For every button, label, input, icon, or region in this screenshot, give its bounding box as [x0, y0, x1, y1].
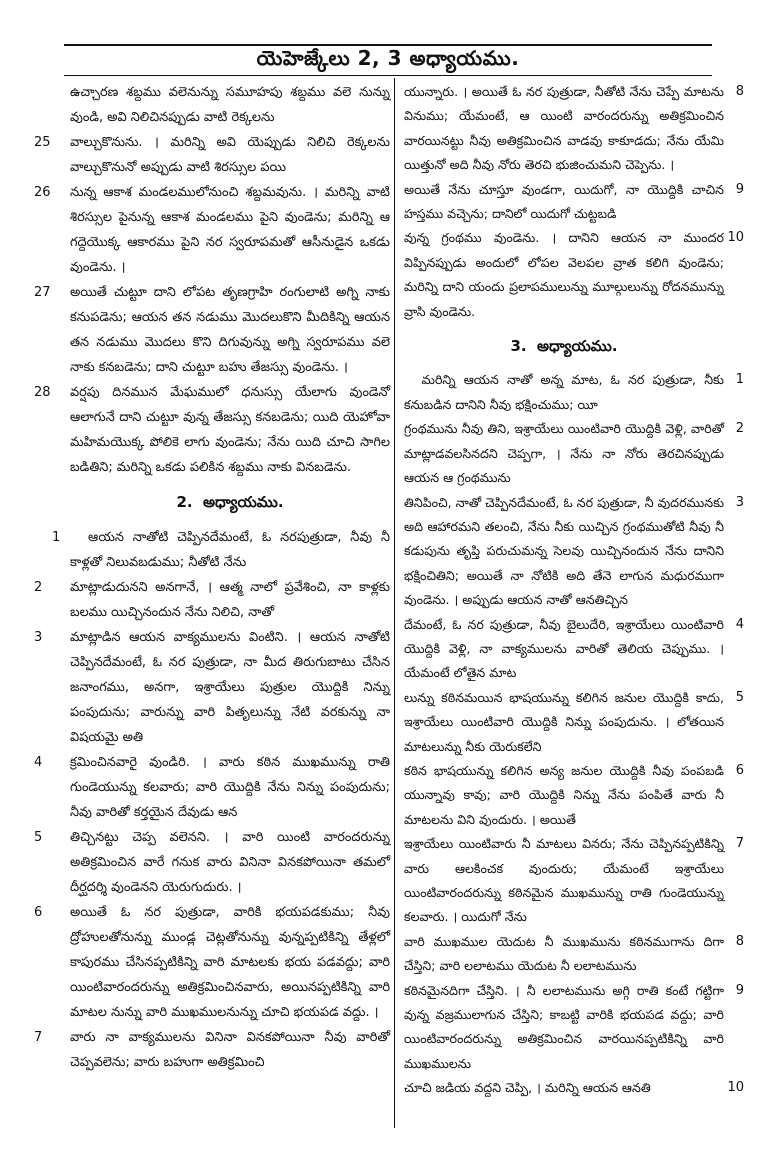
verse-text: కఠినమైనదిగా చేస్తిని. । నీ లలాటమును అగ్గి రాతి కంటే గట్టిగా వున్న వజ్రములాగున చేస్తిని; కాబట్టి వారికి భయపడ వద్దు; వారి యింటివారందరున్ను అతిక్రమించిన వారయినప్పటికిన్ని వారి ముఖములను: [404, 982, 724, 1071]
verse-number: 5: [735, 689, 744, 705]
verse-paragraph: [34, 130, 390, 180]
verse-number: 4: [735, 616, 744, 632]
chapter-number: 2.: [176, 493, 193, 511]
left-column: [34, 80, 390, 1075]
verse-text: వాల్చుకొనును. । మరిన్ని అవి యెప్పుడు నిలిచి రెక్కలను వాల్చుకొనునో అప్పుడు వాటి శిరస్సుల పయి: [70, 135, 390, 175]
verse-number: 1: [735, 372, 744, 388]
verse-number: 5: [34, 830, 43, 845]
verse-paragraph: [404, 930, 744, 979]
verse-text: అయితే ఓ నర పుత్రుడా, వారికి భయపడకుము; నీవు ద్రోహులతోనున్ను ముండ్ల చెట్లతోనున్ను వున్నప్పటికిన్ని తేళ్లలో కాపురము చేసినప్పటికిన్ని వారి మాటలకు భయ పడవద్దు; వారి యింటివారందరున్ను అతిక్రమించినవారు, అయినప్పటికిన్ని వారి మాటల నున్ను వారి ముఖములనున్ను చూచి భయపడ వద్దు. ।: [70, 905, 390, 1020]
verse-paragraph: [404, 226, 744, 324]
verse-paragraph: [404, 686, 744, 759]
verse-text: ఇశ్రాయేలు యింటివారు నీ మాటలు వినరు; నేను చెప్పినప్పటికిన్ని వారు ఆలకించక వుందురు; యేమంటే ఇశ్రాయేలు యింటివారందరున్ను కఠినమైన ముఖమున్ను రాతి గుండెయున్ను కలవారు. । యిదుగో నేను: [404, 836, 724, 925]
verse-text: వారి ముఖముల యెదుట నీ ముఖమును కఠినముగాను దిగా చేస్తిని; వారి లలాటము యెదుట నీ లలాటమును: [404, 933, 724, 974]
verse-text: వారు నా వాక్యములను వినినా వినకపోయినా నీవు వారితో చెప్పవలెను; వారు బహుగా అతిక్రమించి: [70, 1030, 390, 1070]
verse-paragraph: [34, 625, 390, 750]
verse-paragraph: [34, 380, 390, 480]
verse-number: 10: [727, 1080, 744, 1096]
verse-number: 8: [735, 84, 744, 99]
verse-text: యున్నారు. । అయితే ఓ నర పుత్రుడా, నీతోటి నేను చెప్పే మాటను వినుము; యేమంటే, ఆ యింటి వారందరున్ను అతిక్రమించిన వారయినట్టు నీవు అతిక్రమించిన వాడవు కాకూడదు; నేను యేమి యిత్తునో అది నీవు నోరు తెరచి భుజించుమని చెప్పెను. ।: [404, 84, 724, 173]
verse-paragraph: [34, 180, 390, 280]
verse-number: 9: [735, 181, 744, 197]
verse-text: లున్ను కఠినమయిన భాషయున్ను కలిగిన జనుల యొద్దికి కాదు, ఇశ్రాయేలు యింటివారి యొద్దికి నిన్ను పంపుదును. । లోతయిన మాటలున్ను నీకు యెరుకలేని: [404, 689, 724, 754]
verse-text: మాట్లాడుదునని అనగానే, । ఆత్మ నాలో ప్రవేశించి, నా కాళ్లకు బలము యిచ్చినందున నేను నిలిచి, నాతో: [70, 580, 390, 620]
right-column: [404, 80, 744, 1101]
verse-number: 2: [735, 421, 744, 437]
verse-paragraph: [34, 575, 390, 625]
verse-paragraph: [404, 491, 744, 613]
verse-number: 2: [34, 580, 43, 595]
verse-number: 7: [735, 836, 744, 852]
verse-text: అయితే నేను చూస్తూ వుండగా, యిదుగో, నా యొద్దికి చాచిన హస్తము వచ్చెను; దానిలో యిదుగో చుట్టబడి: [404, 181, 724, 222]
verse-text: క్రమించినవారై వుండిరి. । వారు కఠిన ముఖమున్ను రాతి గుండెయున్ను కలవారు; వారి యొద్దికి నేను నిన్ను పంపుదును; నీవు వారితో కర్తయైన దేవుడు ఆన: [70, 755, 390, 820]
verse-number: 7: [34, 1030, 43, 1045]
verse-paragraph: [404, 832, 744, 930]
verse-paragraph: [34, 750, 390, 825]
verse-text: చూచి జడియ వద్దని చెప్పి, । మరిన్ని ఆయన ఆనతి: [404, 1080, 651, 1096]
page-title: యెహెజ్కేలు 2, 3 అధ్యాయము.: [256, 46, 520, 70]
verse-paragraph: [404, 613, 744, 686]
verse-number: 26: [34, 185, 51, 200]
chapter-label: అధ్యాయము.: [537, 337, 618, 356]
verse-paragraph: [404, 417, 744, 490]
verse-number: 6: [34, 905, 43, 920]
verse-paragraph: [404, 368, 744, 417]
verse-paragraph: [52, 525, 390, 575]
verse-text: ఉచ్చారణ శబ్దము వలెనున్ను సమూహపు శబ్దము వలె నున్ను వుండి, అవి నిలిచినప్పుడు వాటి రెక్కలను: [70, 85, 390, 125]
verse-paragraph: [34, 1025, 390, 1075]
verse-paragraph: [70, 80, 390, 130]
verse-text: గ్రంథమును నీవు తిని, ఇశ్రాయేలు యింటివారి యొద్దికి వెళ్లి, వారితో మాట్లాడవలసినదని చెప్పగా, । నేను నా నోరు తెరచినప్పుడు ఆయన ఆ గ్రంథమును: [404, 421, 724, 486]
verse-number: 28: [34, 385, 51, 400]
verse-number: 25: [34, 135, 51, 150]
verse-number: 4: [34, 755, 43, 770]
verse-text: కఠిన భాషయున్ను కలిగిన అన్య జనుల యొద్దికి నీవు పంపబడి యున్నావు కావు; వారి యొద్దికి నిన్ను నేను పంపితే వారు నీ మాటలను విని వుందురు. । అయితే: [404, 762, 724, 827]
verse-number: 6: [735, 762, 744, 778]
chapter-number: 3.: [510, 337, 527, 356]
verse-paragraph: [34, 900, 390, 1025]
verse-text: మాట్లాడిన ఆయన వాక్యములను వింటిని. । ఆయన నాతోటి చెప్పినదేమంటే, ఓ నర పుత్రుడా, నా మీద తిరుగుబాటు చేసిన జనాంగము, అనగా, ఇశ్రాయేలు పుత్రుల యొద్దికి నిన్ను పంపుదును; వారున్ను వారి పితృలున్ను నేటి వరకున్ను నా విషయమై అతి: [70, 630, 390, 745]
column-divider: [394, 78, 395, 1128]
verse-paragraph: [404, 1076, 744, 1100]
verse-number: 9: [735, 982, 744, 998]
verse-number: 1: [52, 530, 61, 545]
verse-number: 3: [735, 494, 744, 510]
verse-text: వున్న గ్రంథము వుండెను. । దానిని ఆయన నా ముందర విప్పినప్పుడు అందులో లోపల వెలపల వ్రాత కలిగి వుండెను; మరిన్ని దాని యందు ప్రలాపములున్ను మూల్గులున్ను రోదనమున్ను వ్రాసి వుండెను.: [404, 230, 724, 319]
verse-text: ఆయన నాతోటి చెప్పినదేమంటే, ఓ నరపుత్రుడా, నీవు నీ కాళ్లతో నిలువబడుము; నీతోటి నేను: [70, 530, 390, 570]
verse-paragraph: [404, 979, 744, 1077]
verse-number: 10: [727, 230, 744, 246]
verse-text: మరిన్ని ఆయన నాతో అన్న మాట, ఓ నర పుత్రుడా, నీకు కనుబడిన దానిని నీవు భక్షించుము; యీ: [404, 372, 724, 412]
page-header: [64, 44, 712, 76]
verse-number: 27: [34, 285, 51, 300]
verse-text: అయితే చుట్టూ దాని లోపట తృణగ్రాహి రంగులాటి అగ్ని నాకు కనుపడెను; ఆయన తన నడుము మొదలుకొని మీదికిన్ని ఆయన తన నడుము మొదలు కొని దిగువున్ను అగ్ని స్వరూపము వలె నాకు కనబడెను; దాని చుట్టూ బహు తేజస్సు వుండెను. ।: [70, 285, 390, 375]
scripture-page: [8, 8, 744, 1144]
verse-text: తిచ్చినట్టు చెప్ప వలెనని. । వారి యింటి వారందరున్ను అతిక్రమించిన వారే గనుక వారు వినినా వినకపోయినా తమలో దీర్ఘదర్శి వుండెనని యెరుగుదురు. ।: [70, 830, 390, 895]
verse-paragraph: [404, 759, 744, 832]
verse-number: 3: [34, 630, 43, 645]
verse-text: వర్షపు దినమున మేఘములో ధనుస్సు యేలాగు వుండెనో ఆలాగునే దాని చుట్టూ వున్న తేజస్సు కనబడెను; యిది యెహోవా మహిమయొక్క పోలికె లాగు వుండెను; నేను యిది చూచి సాగిల బడితిని; మరిన్ని ఒకడు పలికిన శబ్దము నాకు వినబడెను.: [70, 385, 390, 475]
verse-paragraph: [34, 825, 390, 900]
verse-paragraph: [34, 280, 390, 380]
verse-paragraph: [404, 178, 744, 227]
chapter-label: అధ్యాయము.: [203, 493, 284, 511]
chapter-heading: [404, 334, 724, 358]
verse-text: తినిపించి, నాతో చెప్పినదేమంటే, ఓ నర పుత్రుడా, నీ వుదరమునకు అది ఆహారమని తలంచి, నేను నీకు యిచ్చిన గ్రంథముతోటి నీవు నీ కడుపును తృప్తి పరుచుమన్న సెలవు యిచ్చినందున నేను దానిని భక్షించితిని; అయితే నా నోటికి అది తేనె లాగున మధురముగా వుండెను. । అప్పుడు ఆయన నాతో ఆనతిచ్చిన: [404, 494, 724, 608]
verse-paragraph: [404, 80, 744, 178]
chapter-heading: [70, 490, 390, 515]
verse-text: దేమంటే, ఓ నర పుత్రుడా, నీవు బైలుదేరి, ఇశ్రాయేలు యింటివారి యొద్దికి వెళ్లి, నా వాక్యములను వారితో తెలియ చెప్పుము. । యేమంటే లోతైన మాట: [404, 616, 724, 681]
verse-text: నున్న ఆకాశ మండలములోనుంచి శబ్దమవును. । మరిన్ని వాటి శిరస్సుల పైనున్న ఆకాశ మండలము పైని వుండెను; మరిన్ని ఆ గద్దెయొక్క ఆకారము పైని నర స్వరూపమతో ఆసీనుడైన ఒకడు వుండెను. ।: [70, 185, 390, 275]
verse-number: 8: [735, 933, 744, 949]
